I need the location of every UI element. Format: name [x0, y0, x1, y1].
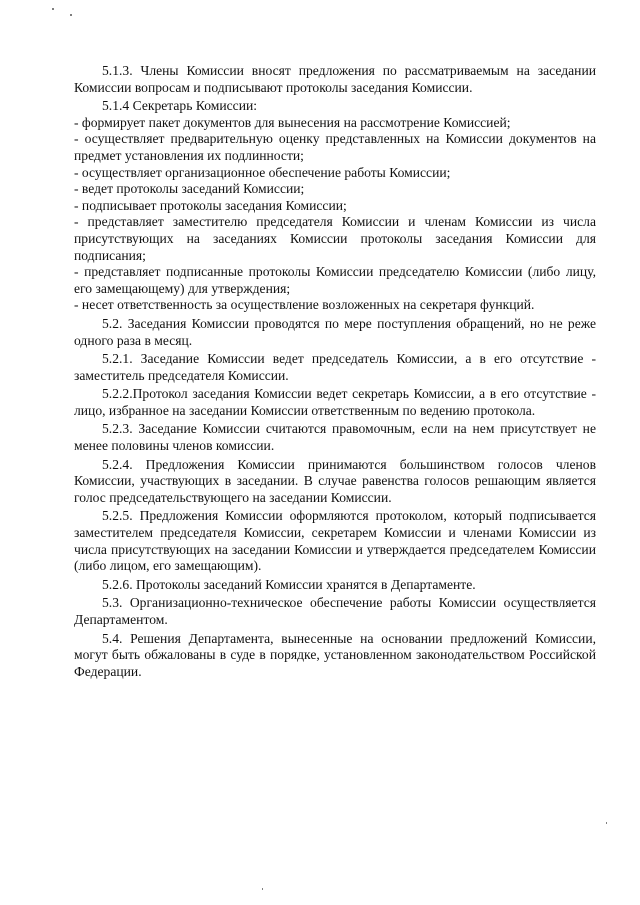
scan-speck	[52, 8, 54, 10]
list-item: - осуществляет предварительную оценку представленных на Комиссии документов на предмет установления их подлинности;	[74, 131, 596, 163]
scan-speck	[262, 888, 263, 890]
paragraph: 5.3. Организационно-техническое обеспечение работы Комиссии осуществляется Департаментом.	[74, 595, 596, 627]
list-item: - несет ответственность за осуществление возложенных на секретаря функций.	[74, 297, 535, 313]
list-item: - формирует пакет документов для вынесения на рассмотрение Комиссией;	[74, 114, 511, 130]
document-body	[74, 63, 596, 680]
paragraph: 5.4. Решения Департамента, вынесенные на основании предложений Комиссии, могут быть обжалованы в суде в порядке, установленном законодательством Российской Федерации.	[74, 630, 596, 679]
list-item: - осуществляет организационное обеспечение работы Комиссии;	[74, 164, 451, 180]
paragraph: 5.2.5. Предложения Комиссии оформляются протоколом, который подписывается заместителем председателя Комиссии, секретарем Комиссии и членами Комиссии из числа присутствующих на заседании Комиссии и утверждается председателем Комиссии (либо лицом, его замещающим).	[74, 508, 596, 574]
paragraph: 5.2.4. Предложения Комиссии принимаются большинством голосов членов Комиссии, участвующих в заседании. В случае равенства голосов решающим является голос председательствующего на заседании Комиссии.	[74, 456, 596, 505]
paragraph: 5.1.4 Секретарь Комиссии:	[102, 98, 258, 114]
paragraph: 5.1.3. Члены Комиссии вносят предложения по рассматриваемым на заседании Комиссии вопросам и подписывают протоколы заседания Комиссии.	[74, 63, 596, 95]
paragraph: 5.2.3. Заседание Комиссии считаются правомочным, если на нем присутствует не менее половины членов комиссии.	[74, 421, 596, 454]
paragraph: 5.2. Заседания Комиссии проводятся по мере поступления обращений, но не реже одного раза в месяц.	[74, 315, 596, 348]
list-item: - представляет подписанные протоколы Комиссии председателю Комиссии (либо лицу, его замещающему) для утверждения;	[74, 264, 596, 296]
scan-speck	[70, 14, 72, 16]
paragraph: 5.2.2.Протокол заседания Комиссии ведет секретарь Комиссии, а в его отсутствие - лицо, избранное на заседании Комиссии ответственным по ведению протокола.	[74, 386, 596, 418]
paragraph: 5.2.1. Заседание Комиссии ведет председатель Комиссии, а в его отсутствие - заместитель председателя Комиссии.	[74, 351, 596, 383]
scan-speck	[606, 822, 607, 824]
list-item: - ведет протоколы заседаний Комиссии;	[74, 181, 305, 197]
paragraph: 5.2.6. Протоколы заседаний Комиссии хранятся в Департаменте.	[102, 576, 476, 592]
list-item: - представляет заместителю председателя Комиссии и членам Комиссии из числа присутствующих на заседаниях Комиссии протоколы заседания Комиссии для подписания;	[74, 214, 596, 263]
list-item: - подписывает протоколы заседания Комиссии;	[74, 197, 347, 213]
